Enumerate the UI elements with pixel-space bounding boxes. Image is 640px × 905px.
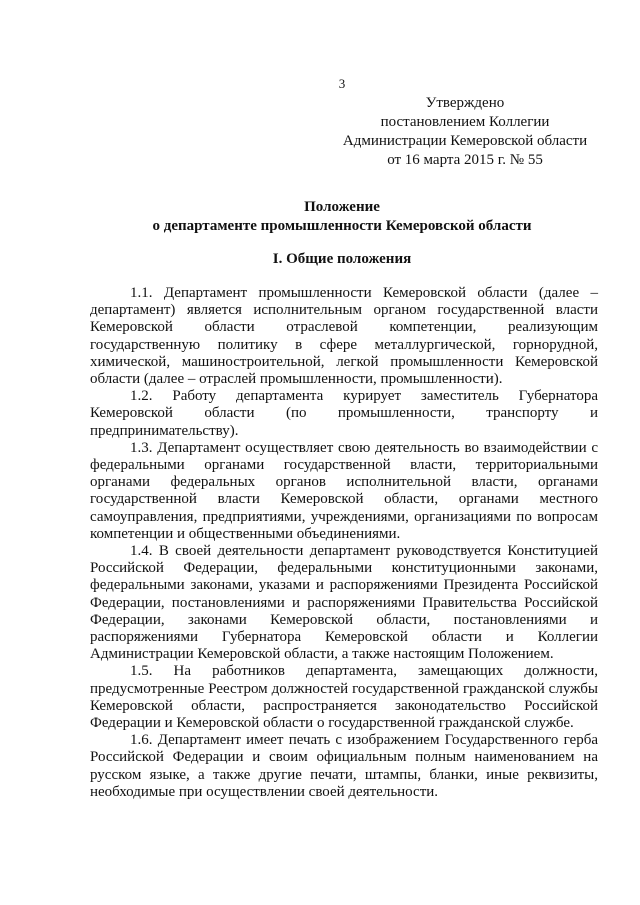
paragraph-1-1: 1.1. Департамент промышленности Кемеровской области (далее – департамент) является исполнительным органом государственной власти Кемеровской области отраслевой компетенции, реализующим государственную политику в сфере металлургической, горнорудной, химической, машиностроительной, легкой промышленности Кемеровской области (далее – отраслей промышленности, промышленности). <box>90 285 598 388</box>
title-line-1: Положение <box>304 199 380 215</box>
document-body <box>90 285 598 801</box>
paragraph-1-4: 1.4. В своей деятельности департамент руководствуется Конституцией Российской Федерации, федеральными конституционными законами, федеральными законами, указами и распоряжениями Президента Российской Федерации, постановлениями и распоряжениями Правительства Российской Федерации, законами Кемеровской области, постановлениями и распоряжениями Губернатора Кемеровской области и Коллегии Администрации Кемеровской области, а также настоящим Положением. <box>90 543 598 663</box>
page-number: 3 <box>338 76 346 91</box>
title-line-2: о департаменте промышленности Кемеровской области <box>152 218 532 234</box>
paragraph-1-2: 1.2. Работу департамента курирует заместитель Губернатора Кемеровской области (по промышленности, транспорту и предпринимательству). <box>90 388 598 439</box>
section-heading: I. Общие положения <box>272 251 412 267</box>
document-title <box>84 198 600 236</box>
approval-line-4: от 16 марта 2015 г. № 55 <box>387 152 543 168</box>
approval-stamp-block <box>330 94 600 170</box>
approval-line-3: Администрации Кемеровской области <box>342 133 588 149</box>
paragraph-1-5: 1.5. На работников департамента, замещающих должности, предусмотренные Реестром должностей государственной гражданской службы Кемеровской области, распространяется законодательство Российской Федерации и Кемеровской области о государственной гражданской службе. <box>90 663 598 732</box>
paragraph-1-3: 1.3. Департамент осуществляет свою деятельность во взаимодействии с федеральными органами государственной власти, территориальными органами федеральных органов исполнительной власти, органами государственной власти Кемеровской области, органами местного самоуправления, предприятиями, учреждениями, организациями по вопросам компетенции и общественными объединениями. <box>90 439 598 542</box>
paragraph-1-6: 1.6. Департамент имеет печать с изображением Государственного герба Российской Федерации и своим официальным полным наименованием на русском языке, а также другие печати, штампы, бланки, иные реквизиты, необходимые при осуществлении своей деятельности. <box>90 732 598 800</box>
approval-line-1: Утверждено <box>425 95 505 111</box>
approval-line-2: постановлением Коллегии <box>380 114 550 130</box>
